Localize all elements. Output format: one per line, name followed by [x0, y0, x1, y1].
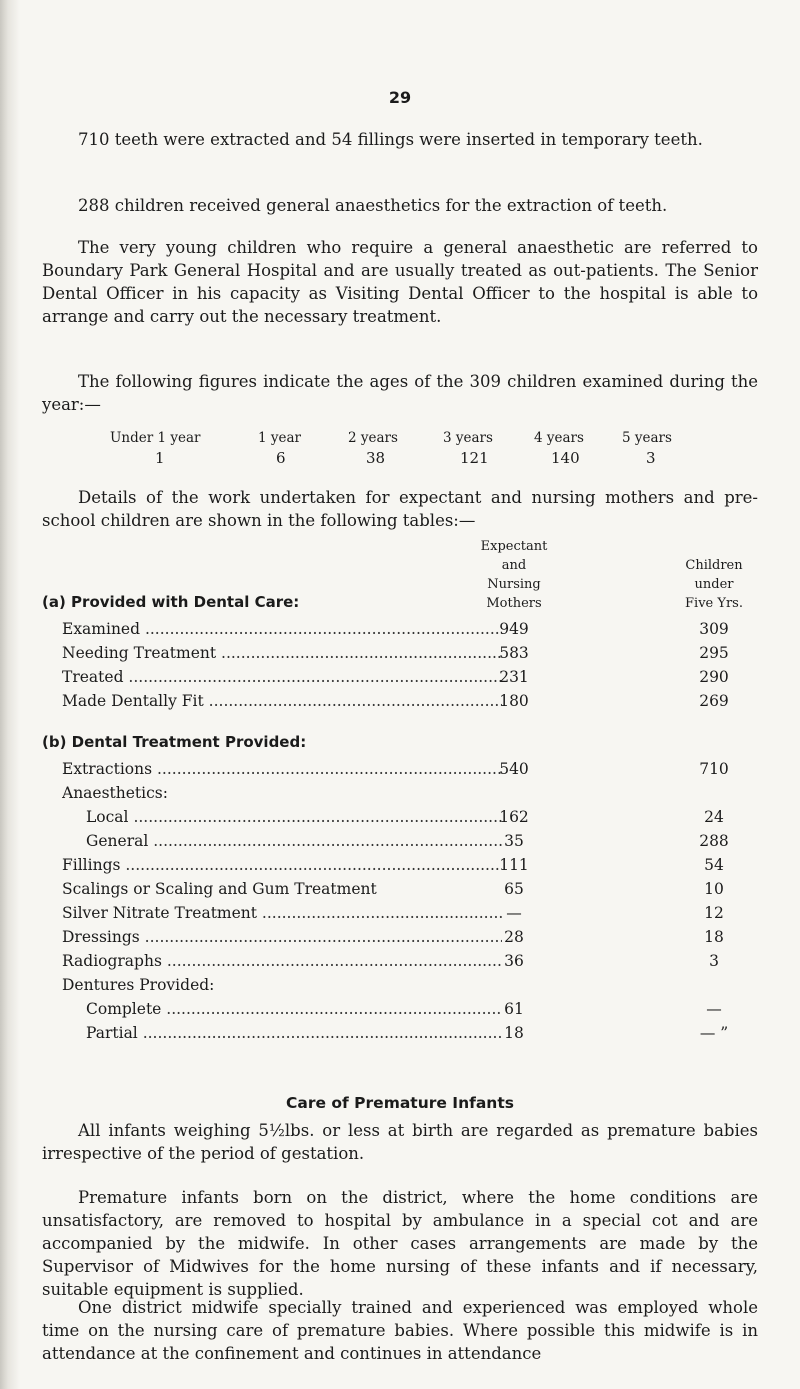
table-row — [0, 1024, 800, 1046]
value-children: 24 — [704, 808, 724, 826]
row-label: Anaesthetics: — [62, 784, 168, 802]
header-line: Expectant — [480, 539, 548, 554]
row-label: Partial ..... — [86, 1024, 502, 1042]
paragraph-anaesthetics: 288 children received general anaesthetics for the extraction of teeth. — [78, 196, 668, 215]
value-mothers: 231 — [499, 668, 529, 686]
table-row — [0, 832, 800, 854]
paragraph-hospital-referral: The very young children who require a general anaesthetic are referred to Boundary Park General Hospital and are usually treated as out-patients. The Senior Dental Officer in his capacity as Visiting Dental Officer to the hospital is able to arrange and carry out the necessary treatment. — [42, 238, 758, 326]
value-children: 309 — [699, 620, 729, 638]
value-children: 269 — [699, 692, 729, 710]
age-label: 1 year — [258, 430, 301, 446]
age-label: 4 years — [534, 430, 584, 446]
row-label: Local ..... — [86, 808, 502, 826]
value-children: 18 — [704, 928, 724, 946]
value-mothers: — — [506, 904, 522, 922]
table-row — [0, 952, 800, 974]
table-row — [0, 620, 800, 642]
paragraph-district-midwife: One district midwife specially trained and experienced was employed whole time on the nursing care of premature babies. Where possible this midwife is in attendance at the confinement and continues in attendance — [42, 1298, 758, 1363]
paragraph-tables-intro: Details of the work undertaken for expectant and nursing mothers and pre-school children are shown in the following tables:— — [42, 488, 758, 530]
header-line: Children — [685, 558, 743, 573]
row-label: Needing Treatment ..... — [62, 644, 502, 662]
table-row — [0, 784, 800, 806]
table-row — [0, 760, 800, 782]
age-label: Under 1 year — [110, 430, 201, 446]
table-row — [0, 668, 800, 690]
row-label: Scalings or Scaling and Gum Treatment — [62, 880, 377, 898]
row-label: Radiographs ..... — [62, 952, 502, 970]
value-children: 290 — [699, 668, 729, 686]
value-children: 12 — [704, 904, 724, 922]
value-mothers: 162 — [499, 808, 529, 826]
value-children: 3 — [709, 952, 719, 970]
table-row — [0, 856, 800, 878]
value-mothers: 540 — [499, 760, 529, 778]
row-label: Complete ..... — [86, 1000, 502, 1018]
age-label: 2 years — [348, 430, 398, 446]
table-row — [0, 928, 800, 950]
table-row — [0, 976, 800, 998]
premature-infants-heading: Care of Premature Infants — [286, 1094, 514, 1112]
age-count: 121 — [460, 449, 489, 467]
value-children: 710 — [699, 760, 729, 778]
value-children: — — [706, 1000, 722, 1018]
age-count: 38 — [366, 449, 386, 467]
age-count: 3 — [646, 449, 656, 467]
age-label: 5 years — [622, 430, 672, 446]
row-label: Extractions ..... — [62, 760, 502, 778]
age-count: 6 — [276, 449, 286, 467]
age-count: 1 — [155, 449, 165, 467]
header-line: under — [694, 577, 734, 592]
value-children: 54 — [704, 856, 724, 874]
row-label: Made Dentally Fit ..... — [62, 692, 502, 710]
row-label: Dressings ..... — [62, 928, 502, 946]
row-label: Fillings ..... — [62, 856, 502, 874]
table-row — [0, 904, 800, 926]
header-line: Nursing — [487, 577, 541, 592]
row-label: Treated ..... — [62, 668, 502, 686]
section-a-title: (a) Provided with Dental Care: — [42, 593, 300, 611]
table-row — [0, 1000, 800, 1022]
column-header-children — [664, 556, 764, 613]
row-label: Silver Nitrate Treatment ..... — [62, 904, 502, 922]
table-row — [0, 644, 800, 666]
value-mothers: 949 — [499, 620, 529, 638]
value-mothers: 583 — [499, 644, 529, 662]
page-number: 29 — [388, 88, 412, 107]
row-label: Examined ..... — [62, 620, 502, 638]
value-mothers: 65 — [504, 880, 524, 898]
header-line: Five Yrs. — [685, 596, 743, 611]
row-label: General ..... — [86, 832, 502, 850]
value-mothers: 180 — [499, 692, 529, 710]
value-children: 295 — [699, 644, 729, 662]
value-mothers: 18 — [504, 1024, 524, 1042]
table-row — [0, 808, 800, 830]
paragraph-ages-intro: The following figures indicate the ages of the 309 children examined during the year:— — [42, 372, 758, 414]
value-mothers: 36 — [504, 952, 524, 970]
age-label: 3 years — [443, 430, 493, 446]
table-row — [0, 880, 800, 902]
header-line: and — [501, 558, 527, 573]
column-header-mothers — [464, 537, 564, 613]
value-mothers: 35 — [504, 832, 524, 850]
value-children: 288 — [699, 832, 729, 850]
value-children: 10 — [704, 880, 724, 898]
header-line: Mothers — [486, 596, 542, 611]
value-mothers: 111 — [499, 856, 529, 874]
value-mothers: 61 — [504, 1000, 524, 1018]
row-label: Dentures Provided: — [62, 976, 215, 994]
paragraph-extractions: 710 teeth were extracted and 54 fillings were inserted in temporary teeth. — [78, 130, 703, 149]
section-b-title: (b) Dental Treatment Provided: — [42, 733, 307, 751]
age-count: 140 — [551, 449, 580, 467]
table-row — [0, 692, 800, 714]
paragraph-premature-definition: All infants weighing 5½lbs. or less at birth are regarded as premature babies irrespective of the period of gestation. — [42, 1121, 758, 1163]
value-mothers: 28 — [504, 928, 524, 946]
value-children: — ” — [699, 1024, 729, 1042]
paragraph-premature-hospital: Premature infants born on the district, where the home conditions are unsatisfactory, are removed to hospital by ambulance in a special cot and are accompanied by the midwife. In other cases arrangements are made by the Supervisor of Midwives for the home nursing of these infants and if necessary, suitable equipment is supplied. — [42, 1188, 758, 1299]
